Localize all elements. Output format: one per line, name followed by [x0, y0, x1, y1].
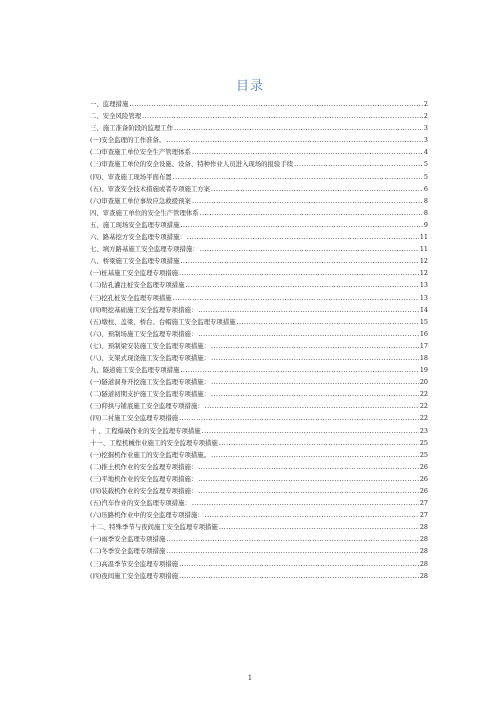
- toc-entry[interactable]: [90, 219, 428, 231]
- toc-entry-page: 28: [419, 571, 428, 580]
- toc-entry-page: 8: [423, 196, 428, 205]
- toc-entry[interactable]: [90, 255, 428, 267]
- toc-entry[interactable]: [90, 340, 428, 352]
- toc-dot-leader: [180, 255, 418, 267]
- toc-dot-leader: [173, 171, 423, 183]
- toc-dot-leader: [211, 376, 419, 388]
- toc-entry-title: 九、隧道施工安全监理专项措施: [90, 366, 180, 375]
- toc-entry[interactable]: [90, 364, 428, 376]
- toc-dot-leader: [180, 364, 418, 376]
- toc-entry[interactable]: [90, 412, 428, 424]
- toc-entry[interactable]: [90, 207, 428, 219]
- toc-entry-title: (二)推土机作业的安全监理专项措施：: [90, 462, 198, 471]
- toc-dot-leader: [211, 449, 419, 461]
- toc-entry-title: (四)、审查施工现场平面布置: [90, 172, 172, 181]
- toc-dot-leader: [198, 461, 419, 473]
- toc-entry-title: (六)、预制场施工安全监理专项措施：: [90, 329, 198, 338]
- toc-dot-leader: [142, 110, 423, 122]
- toc-entry-title: 七、填方路基施工安全监理专项措施：: [90, 245, 199, 254]
- toc-entry-page: 26: [419, 474, 428, 483]
- toc-entry[interactable]: [90, 98, 428, 110]
- toc-dot-leader: [179, 570, 419, 582]
- toc-entry[interactable]: [90, 292, 428, 304]
- toc-entry-page: 28: [419, 559, 428, 568]
- toc-entry[interactable]: [90, 328, 428, 340]
- toc-dot-leader: [211, 340, 419, 352]
- toc-entry-page: 3: [423, 124, 428, 133]
- toc-dot-leader: [185, 279, 418, 291]
- toc-dot-leader: [211, 352, 419, 364]
- toc-entry-page: 2: [423, 112, 428, 121]
- toc-entry-title: (六)审查施工单位事故应急救援预案: [90, 196, 191, 205]
- toc-dot-leader: [219, 437, 419, 449]
- toc-entry[interactable]: [90, 400, 428, 412]
- toc-entry[interactable]: [90, 243, 428, 255]
- toc-entry-title: (四)装载机作业的安全监理专项措施：: [90, 487, 198, 495]
- toc-entry[interactable]: [90, 158, 428, 170]
- toc-entry[interactable]: [90, 570, 428, 582]
- toc-entry-page: 5: [423, 172, 428, 181]
- toc-entry-page: 12: [419, 269, 428, 278]
- toc-entry[interactable]: [90, 521, 428, 533]
- toc-entry-page: 28: [419, 523, 428, 532]
- toc-entry-title: (四)夜间施工安全监理专项措施: [90, 571, 179, 580]
- toc-entry[interactable]: [90, 533, 428, 545]
- toc-entry-title: (三)平地机作业的安全监理专项措施：: [90, 474, 198, 483]
- toc-entry-title: (八)、支架式现浇施工安全监理专项措施：: [90, 353, 211, 362]
- toc-entry-page: 11: [419, 233, 428, 242]
- toc-entry[interactable]: [90, 171, 428, 183]
- toc-entry-title: (五)墩柱、盖梁、桥台、台帽施工安全监理专项措施: [90, 317, 236, 326]
- toc-dot-leader: [205, 509, 419, 521]
- toc-dot-leader: [192, 195, 423, 207]
- toc-entry-page: 3: [423, 136, 428, 145]
- toc-entry-title: 六、路基挖方安全监理专项措施：: [90, 233, 186, 242]
- toc-entry[interactable]: [90, 146, 428, 158]
- toc-entry-page: 5: [423, 160, 428, 169]
- toc-entry-page: 25: [419, 438, 428, 447]
- toc-entry[interactable]: [90, 437, 428, 449]
- toc-entry[interactable]: [90, 376, 428, 388]
- toc-dot-leader: [294, 158, 423, 170]
- toc-entry[interactable]: [90, 388, 428, 400]
- toc-entry-title: (五)汽车作业的安全监理专项措施：: [90, 499, 191, 508]
- table-of-contents: [90, 98, 428, 582]
- toc-dot-leader: [237, 316, 419, 328]
- toc-entry-page: 28: [419, 535, 428, 544]
- toc-entry-page: 22: [419, 402, 428, 411]
- toc-entry-title: 一、监理措施: [90, 100, 129, 108]
- toc-entry-title: (七)、预制梁安装施工安全监理专项措施：: [90, 341, 211, 350]
- toc-entry[interactable]: [90, 485, 428, 497]
- toc-entry-page: 9: [423, 220, 428, 229]
- toc-dot-leader: [129, 98, 423, 110]
- toc-entry-title: (一)桩基施工安全监理专项措施: [90, 269, 179, 278]
- toc-entry-title: (三)高温季节安全监理专项措施: [90, 559, 179, 568]
- toc-entry[interactable]: [90, 183, 428, 195]
- toc-entry-title: (五)、审查安全技术措施或者专项施工方案: [90, 184, 211, 193]
- toc-entry[interactable]: [90, 497, 428, 509]
- toc-entry-page: 28: [419, 547, 428, 556]
- toc-entry[interactable]: [90, 461, 428, 473]
- toc-entry-page: 20: [419, 378, 428, 387]
- toc-entry[interactable]: [90, 231, 428, 243]
- toc-entry[interactable]: [90, 449, 428, 461]
- toc-entry-page: 26: [419, 487, 428, 495]
- toc-dot-leader: [187, 231, 419, 243]
- toc-entry[interactable]: [90, 316, 428, 328]
- toc-entry[interactable]: [90, 352, 428, 364]
- toc-entry[interactable]: [90, 304, 428, 316]
- toc-dot-leader: [174, 122, 423, 134]
- toc-entry-title: 二、安全风险管理: [90, 112, 142, 121]
- toc-entry[interactable]: [90, 558, 428, 570]
- toc-entry-page: 2: [423, 100, 428, 108]
- toc-entry-title: (二)钻孔灌注桩安全监理专项措施: [90, 281, 185, 290]
- toc-entry-title: 四、审查施工单位的安全生产管理体系: [90, 208, 199, 217]
- toc-entry[interactable]: [90, 110, 428, 122]
- toc-dot-leader: [205, 400, 419, 412]
- toc-entry-title: (二)审查施工单位安全生产管理体系: [90, 148, 191, 157]
- toc-entry-title: (六)压路机作业中的安全监理专项措施：: [90, 511, 204, 520]
- toc-entry-title: (四)明挖基础施工安全监理专项措施：: [90, 305, 198, 314]
- toc-entry-title: (一)雨季安全监理专项措施: [90, 535, 166, 544]
- toc-dot-leader: [179, 267, 419, 279]
- toc-dot-leader: [166, 545, 419, 557]
- toc-entry-page: 27: [419, 499, 428, 508]
- toc-entry-title: (二)隧道初期支护施工安全监理专项措施：: [90, 390, 211, 399]
- toc-dot-leader: [200, 207, 423, 219]
- toc-dot-leader: [211, 388, 419, 400]
- toc-entry-title: (一)隧道洞身开挖施工安全监理专项措施：: [90, 378, 211, 387]
- toc-entry-page: 11: [419, 245, 428, 254]
- toc-entry[interactable]: [90, 134, 428, 146]
- toc-entry-title: 五、施工现场安全监理专项措施: [90, 220, 180, 229]
- toc-entry-title: (三)审查施工单位的安全设施、设备、特种作业人员进入现场的报验手续: [90, 160, 294, 169]
- toc-entry-page: 13: [419, 293, 428, 302]
- toc-entry-page: 6: [423, 184, 428, 193]
- toc-dot-leader: [219, 521, 419, 533]
- page-title: 目录: [235, 79, 264, 94]
- toc-entry-page: 16: [419, 329, 428, 338]
- toc-entry[interactable]: [90, 195, 428, 207]
- toc-entry-title: (三)仰拱与铺底施工安全监理专项措施：: [90, 402, 204, 411]
- toc-entry-page: 27: [419, 511, 428, 520]
- toc-entry-title: 八、桥梁施工安全监理专项措施: [90, 257, 180, 266]
- toc-entry[interactable]: [90, 473, 428, 485]
- toc-entry-page: 22: [419, 414, 428, 423]
- toc-entry[interactable]: [90, 267, 428, 279]
- toc-entry[interactable]: [90, 279, 428, 291]
- toc-entry-title: 十 、工程爆破作业的安全监理专项措施: [90, 426, 201, 435]
- toc-entry-page: 22: [419, 390, 428, 399]
- toc-entry-page: 25: [419, 450, 428, 459]
- toc-dot-leader: [200, 243, 419, 255]
- toc-dot-leader: [192, 146, 423, 158]
- toc-dot-leader: [179, 412, 419, 424]
- toc-dot-leader: [198, 485, 419, 497]
- toc-entry[interactable]: [90, 425, 428, 437]
- toc-dot-leader: [166, 134, 423, 146]
- toc-entry[interactable]: [90, 509, 428, 521]
- toc-entry-title: 十二、特殊季节与夜间施工安全监理专项措施: [90, 523, 218, 532]
- toc-entry-page: 23: [419, 426, 428, 435]
- toc-dot-leader: [173, 292, 419, 304]
- toc-dot-leader: [198, 473, 419, 485]
- toc-entry[interactable]: [90, 122, 428, 134]
- toc-dot-leader: [180, 219, 422, 231]
- toc-entry-title: (四)二衬施工安全监理专项措施: [90, 414, 179, 423]
- toc-entry-title: (一)安全监理的工作准备。: [90, 136, 166, 145]
- toc-entry-page: 14: [419, 305, 428, 314]
- toc-dot-leader: [198, 328, 419, 340]
- toc-dot-leader: [211, 183, 423, 195]
- toc-entry-page: 4: [423, 148, 428, 157]
- toc-entry-page: 18: [419, 353, 428, 362]
- toc-entry-page: 13: [419, 281, 428, 290]
- toc-entry-title: 十一、工程机械作业施工的安全监理专项措施: [90, 438, 218, 447]
- toc-entry-page: 17: [419, 341, 428, 350]
- toc-entry-page: 19: [419, 366, 428, 375]
- toc-entry-title: 三、施工准备阶段的监理工作: [90, 124, 174, 133]
- toc-dot-leader: [198, 304, 419, 316]
- toc-entry-title: (一)挖掘机作业施工的安全监理专项措施。: [90, 450, 211, 459]
- toc-dot-leader: [166, 533, 419, 545]
- toc-dot-leader: [179, 558, 419, 570]
- toc-entry-page: 8: [423, 208, 428, 217]
- page-number: 1: [247, 674, 253, 682]
- toc-dot-leader: [192, 497, 419, 509]
- toc-entry-title: (二)冬季安全监理专项措施: [90, 547, 166, 556]
- toc-entry-title: (三)挖孔桩安全监理专项措施: [90, 293, 172, 302]
- toc-entry-page: 26: [419, 462, 428, 471]
- toc-dot-leader: [202, 425, 419, 437]
- toc-entry[interactable]: [90, 545, 428, 557]
- toc-entry-page: 12: [419, 257, 428, 266]
- toc-entry-page: 15: [419, 317, 428, 326]
